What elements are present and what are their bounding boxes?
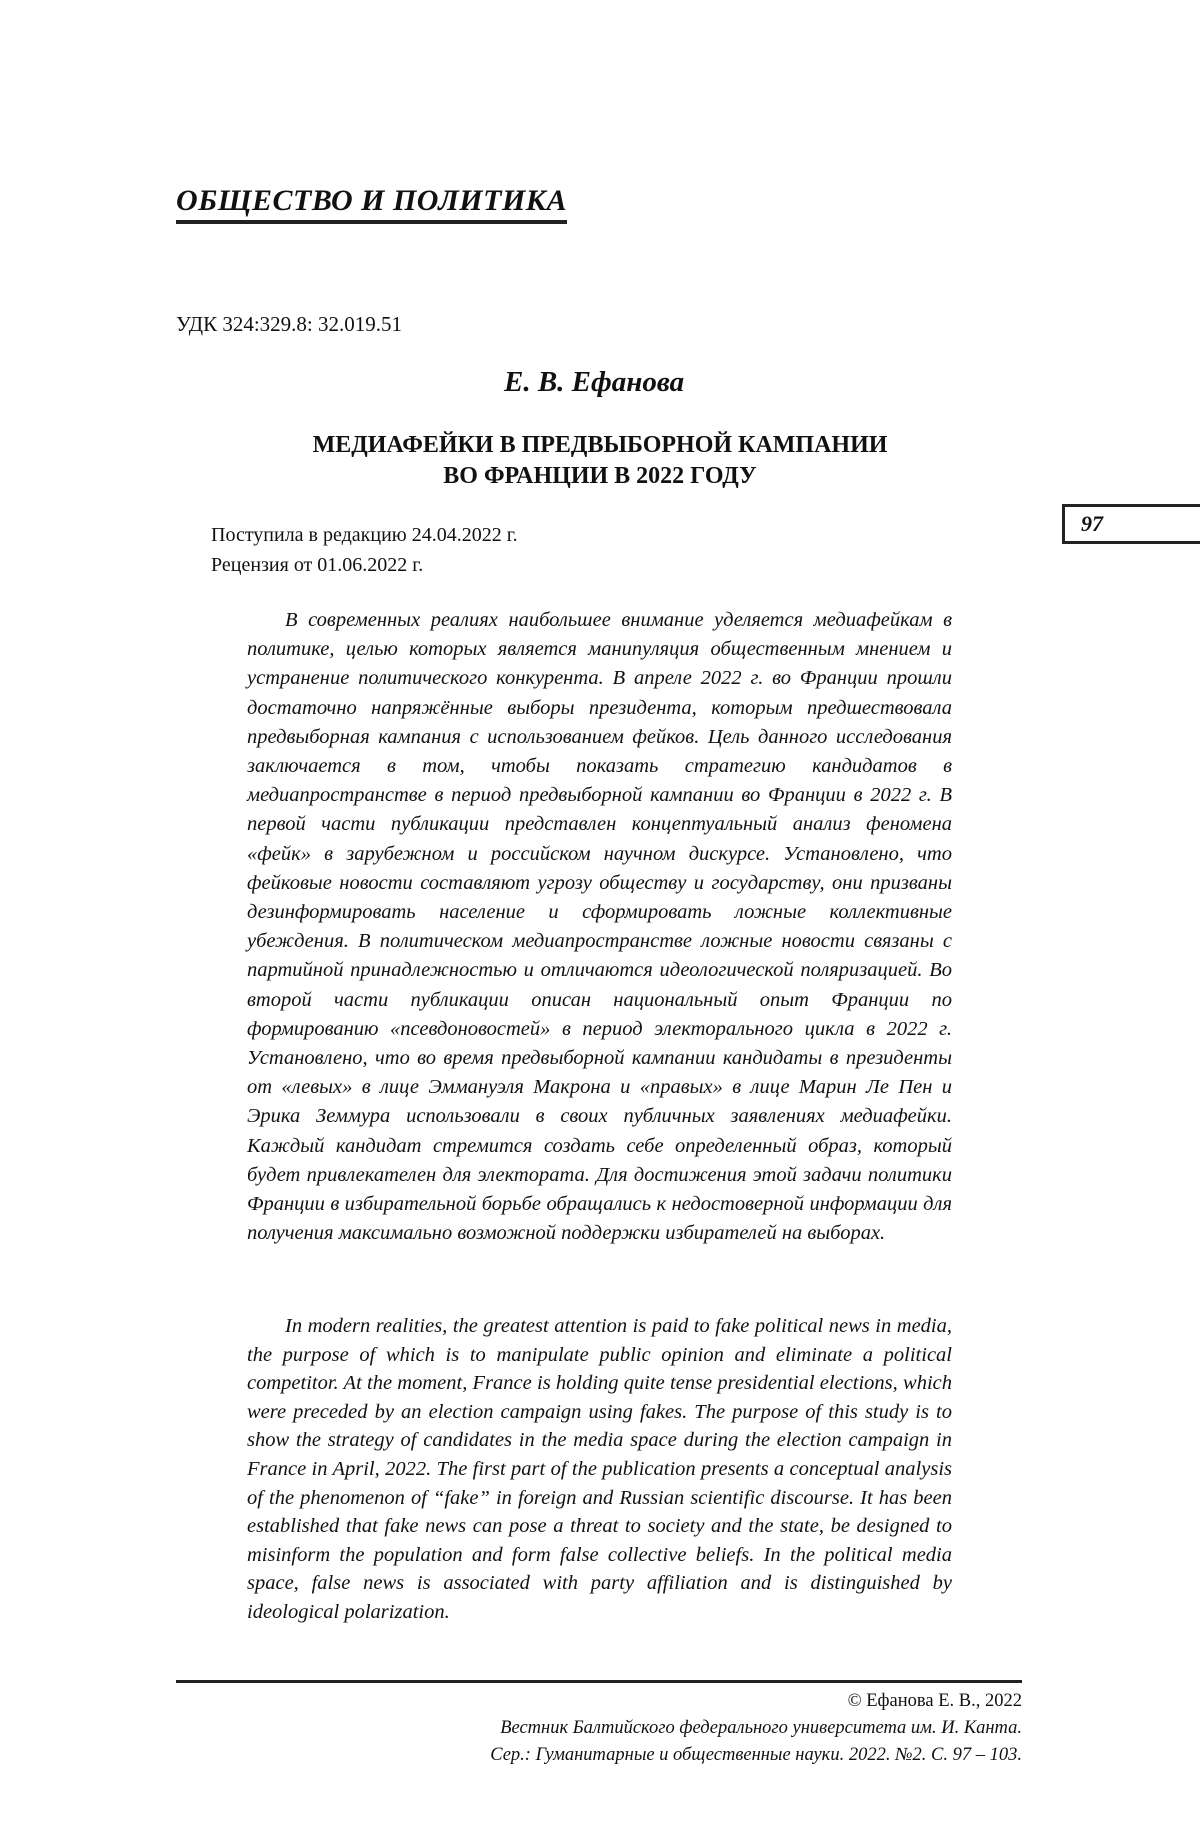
article-title-line-2: ВО ФРАНЦИИ В 2022 ГОДУ [443, 463, 757, 489]
abstract-russian: В современных реалиях наибольшее внимание уделяется медиафейкам в политике, целью которых является манипуляция общественным мнением и устранение политического конкурента. В апреле 2022 г. во Франции прошли достаточно напряжённые выборы президента, которым предшествовала предвыборная кампания с использованием фейков. Цель данного исследования заключается в том, чтобы показать стратегию кандидатов в медиапространстве в период предвыборной кампании во Франции в 2022 г. В первой части публикации представлен концептуальный анализ феномена «фейк» в зарубежном и российском научном дискурсе. Установлено, что фейковые новости составляют угрозу обществу и государству, они призваны дезинформировать население и сформировать ложные коллективные убеждения. В политическом медиапространстве ложные новости связаны с партийной принадлежностью и отличаются идеологической поляризацией. Во второй части публикации описан национальный опыт Франции по формированию «псевдоновостей» в период электорального цикла в 2022 г. Установлено, что во время предвыборной кампании кандидаты в президенты от «левых» в лице Эммануэля Макрона и «правых» в лице Марин Ле Пен и Эрика Земмура использовали в своих публичных заявлениях медиафейки. Каждый кандидат стремится создать себе определенный образ, который будет привлекателен для электората. Для достижения этой задачи политики Франции в избирательной борьбе обращались к недостоверной информации для получения максимально возможной поддержки избирателей на выборах. [247, 609, 952, 1245]
section-title: ОБЩЕСТВО И ПОЛИТИКА [176, 184, 567, 224]
udc-code: УДК 324:329.8: 32.019.51 [176, 312, 402, 336]
copyright-notice: © Ефанова Е. В., 2022 [847, 1691, 1022, 1711]
abstract-english: In modern realities, the greatest attention is paid to fake political news in media, the purpose of which is to manipulate public opinion and eliminate a political competitor. At the moment, France is holding quite tense presidential elections, which were preceded by an election campaign using fakes. The purpose of this study is to show the strategy of candidates in the media space during the election campaign in France in April, 2022. The first part of the publication presents a conceptual analysis of the phenomenon of “fake” in foreign and Russian scientific discourse. It has been established that fake news can pose a threat to society and the state, be designed to misinform the population and form false collective beliefs. In the political media space, false news is associated with party affiliation and is distinguished by ideological polarization. [247, 1315, 952, 1623]
journal-name: Вестник Балтийского федерального университета им. И. Канта. [500, 1718, 1022, 1738]
review-date: Рецензия от 01.06.2022 г. [211, 554, 424, 576]
article-title [176, 430, 1024, 492]
footer-divider [176, 1680, 1022, 1683]
submission-dates [211, 520, 518, 580]
page-number-tab: 97 [1062, 504, 1200, 544]
article-title-line-1: МЕДИАФЕЙКИ В ПРЕДВЫБОРНОЙ КАМПАНИИ [312, 432, 888, 458]
received-date: Поступила в редакцию 24.04.2022 г. [211, 524, 518, 546]
journal-series: Сер.: Гуманитарные и общественные науки. 2022. №2. С. 97 – 103. [490, 1745, 1022, 1765]
footer-citation [490, 1688, 1022, 1769]
author-name: Е. В. Ефанова [504, 366, 685, 398]
